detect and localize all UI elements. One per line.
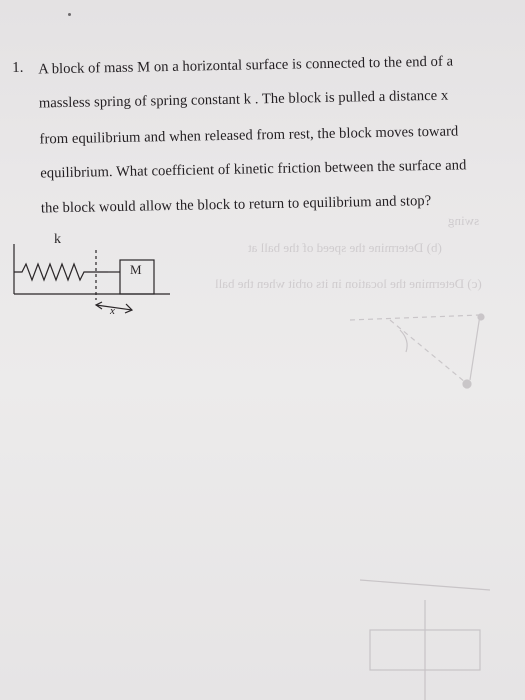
spring-constant-label: k [54,232,61,247]
problem-text-line-2: massless spring of spring constant k . The block is pulled a distance x [38,87,449,112]
spring-mass-diagram [12,238,172,328]
bleed-through-text-3: swing [448,213,480,228]
problem-text-line-1: A block of mass M on a horizontal surface is connected to the end of a [38,53,454,78]
spring-zigzag [14,264,108,280]
bleed-through-text-2: (c) Determine the location in its orbit when the ball [215,276,482,291]
paper-speck [68,13,71,16]
displacement-label: x [110,305,115,317]
problem-1 [12,46,512,217]
mass-label: M [130,262,142,277]
bleed-through-text-1: (b) Determine the speed of the ball at [248,240,442,255]
problem-text-line-5: the block would allow the block to return to equilibrium and stop? [40,192,432,217]
problem-text-line-4: equilibrium. What coefficient of kinetic friction between the surface and [40,157,467,182]
question-number: 1. [12,59,24,76]
bleed-through-figure [340,300,500,700]
problem-text-line-3: from equilibrium and when released from rest, the block moves toward [39,123,459,148]
